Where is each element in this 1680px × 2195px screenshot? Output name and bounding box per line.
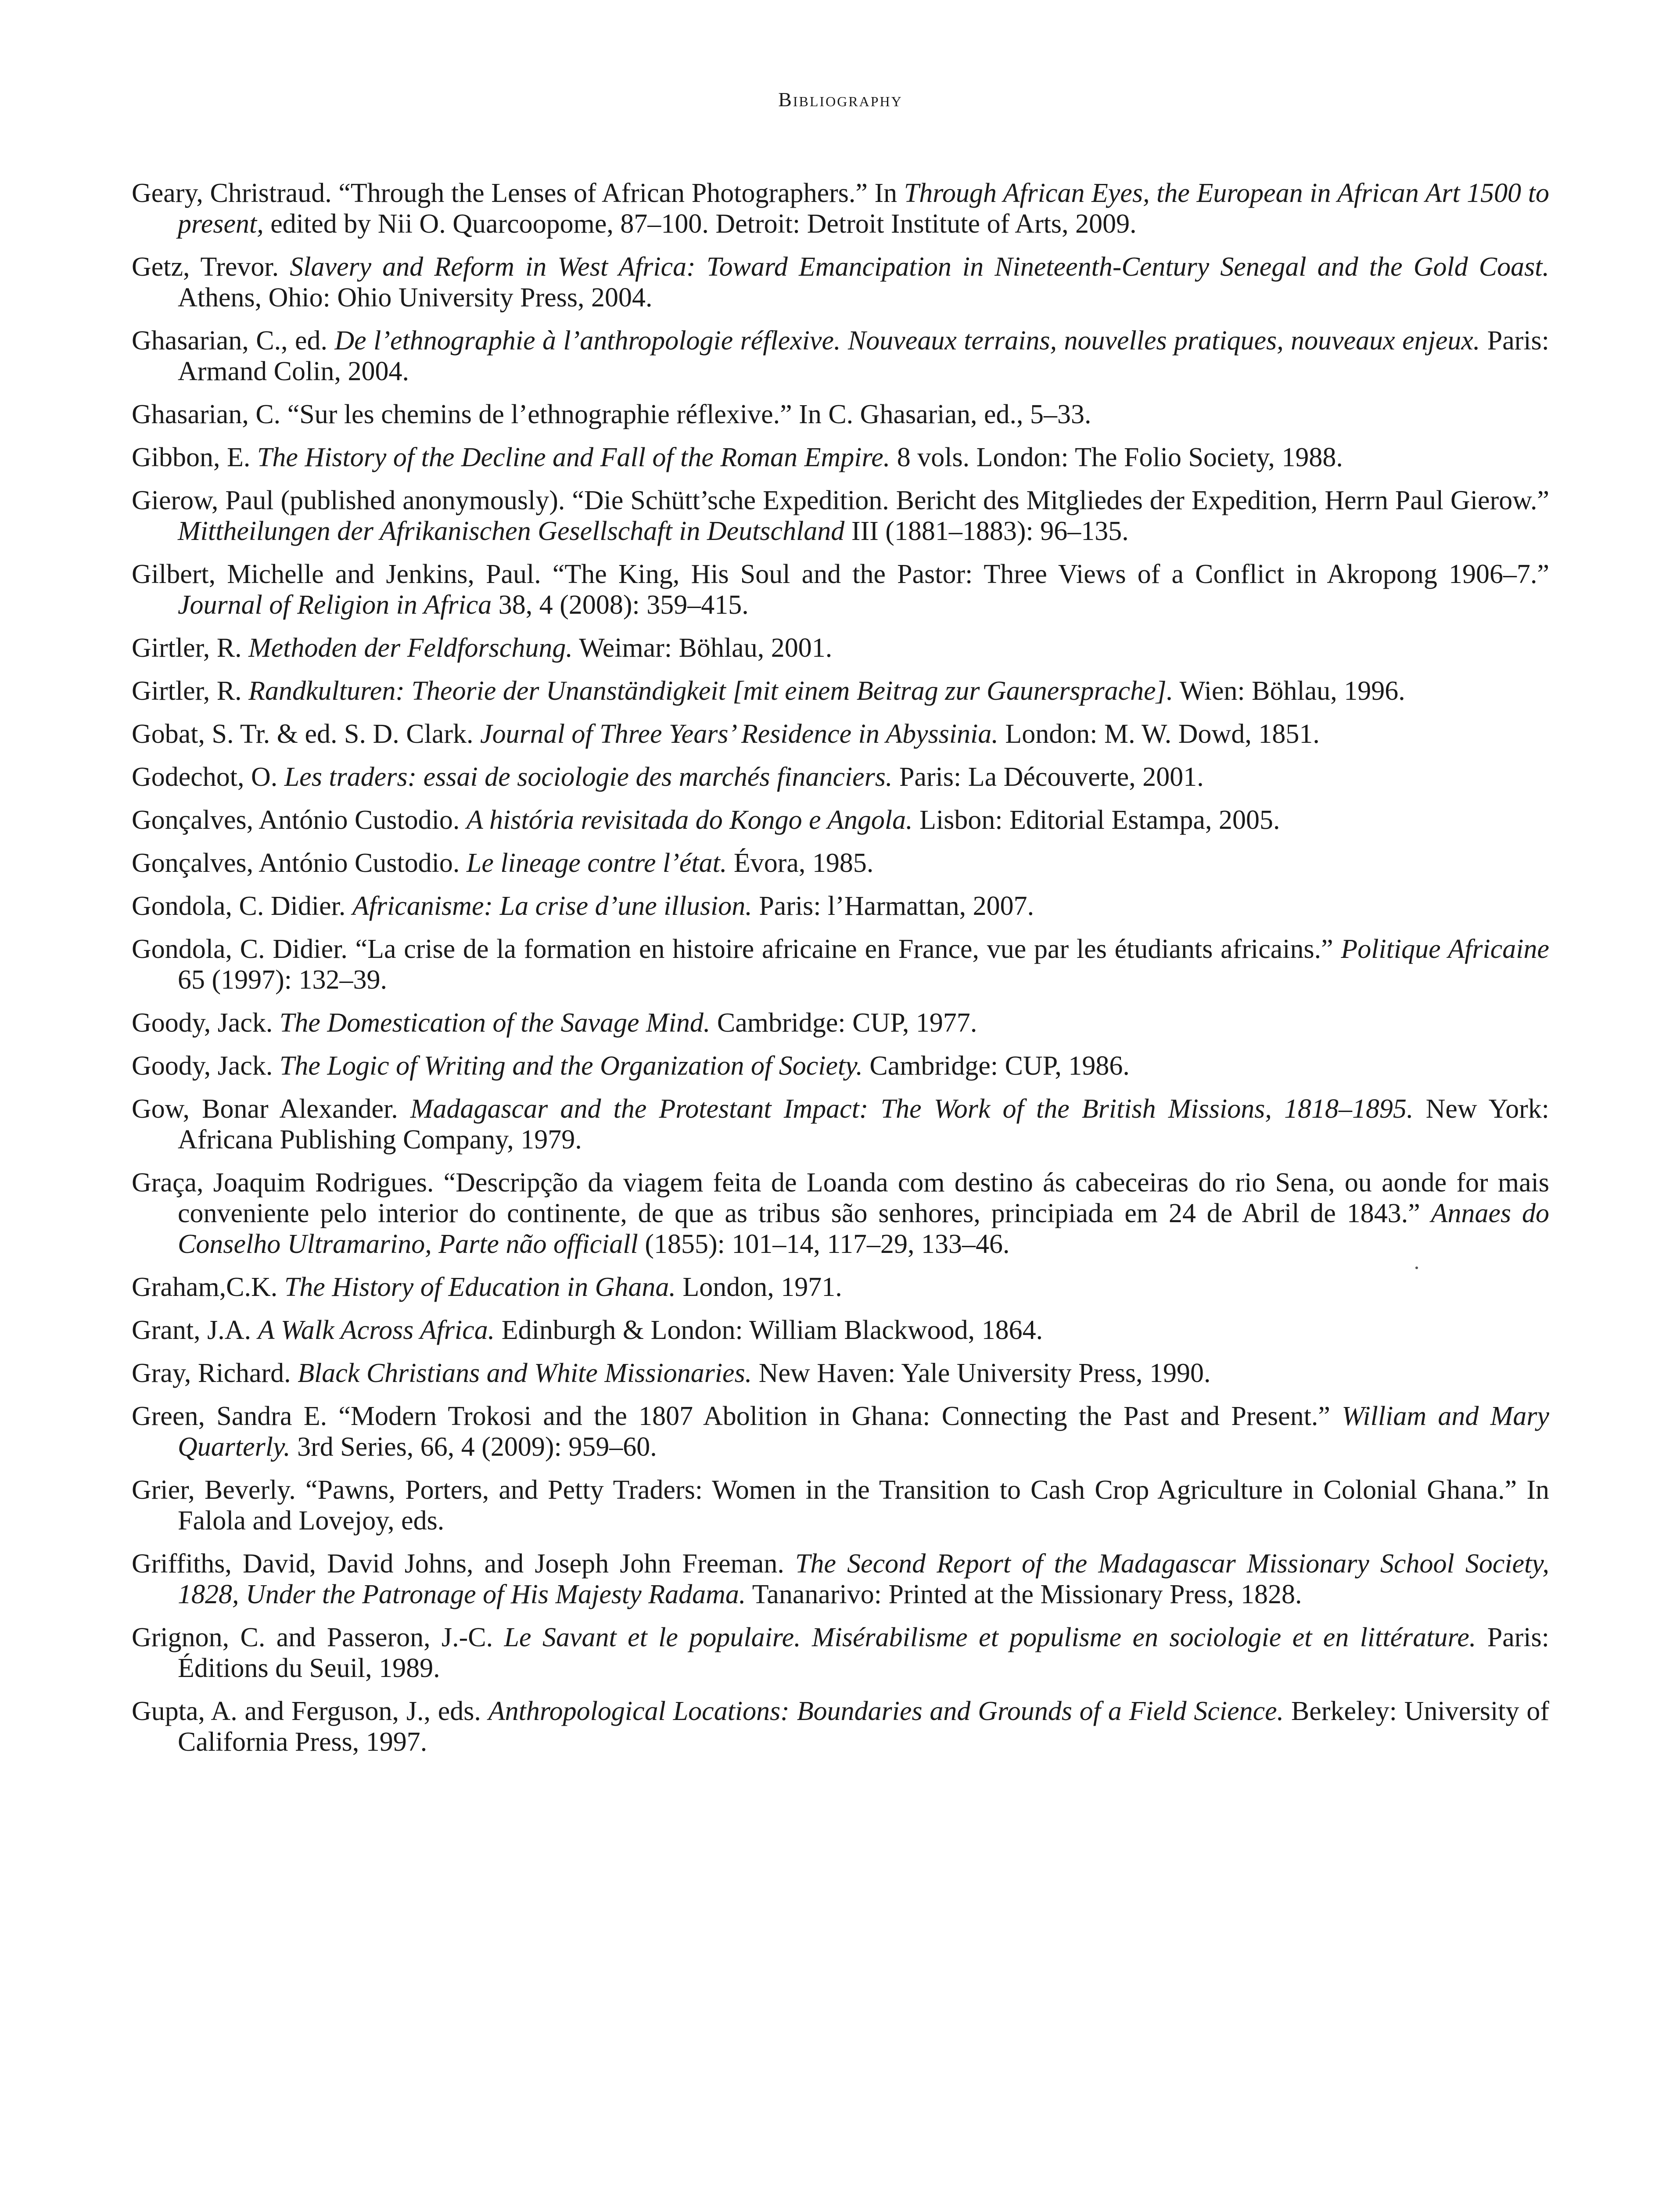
running-head: Bibliography (778, 88, 903, 111)
bibliography-entry (132, 485, 1549, 547)
bibliography-entry (132, 676, 1549, 706)
entry-author: Ghasarian, C., ed. (132, 326, 327, 356)
entry-author: Getz, Trevor. (132, 252, 279, 282)
entry-author: Gierow, Paul (published anonymously). (132, 486, 565, 515)
entry-text (273, 1008, 280, 1038)
entry-text (459, 805, 467, 835)
bibliography-entry (132, 1358, 1549, 1389)
entry-details: Wien: Böhlau, 1996. (1173, 676, 1405, 706)
bibliography-entry (132, 719, 1549, 749)
entry-title: De l’ethnographie à l’anthropologie réflexive. Nouveaux terrains, nouvelles pratiques, nouveaux enjeux. (334, 326, 1480, 356)
entry-details: 3rd Series, 66, 4 (2009): 959–60. (290, 1432, 657, 1462)
entry-author: Geary, Christraud. (132, 178, 332, 208)
entry-title: Le Savant et le populaire. Misérabilisme et populisme en sociologie et en littérature. (504, 1623, 1476, 1652)
entry-title: Through African Eyes, the European in African Art 1500 to present, (178, 178, 1549, 239)
entry-text (242, 676, 249, 706)
entry-details: edited by Nii O. Quarcoopome, 87–100. Detroit: Detroit Institute of Arts, 2009. (263, 209, 1137, 239)
entry-title: Anthropological Locations: Boundaries and Grounds of a Field Science. (488, 1696, 1284, 1726)
bibliography-entry (132, 1008, 1549, 1038)
entry-details: New Haven: Yale University Press, 1990. (752, 1358, 1211, 1388)
entry-author: Gray, Richard. (132, 1358, 291, 1388)
entry-text: “La crise de la formation en histoire africaine en France, vue par les étudiants africains.” (347, 934, 1341, 964)
entry-title: Madagascar and the Protestant Impact: The Work of the British Missions, 1818–1895. (410, 1094, 1414, 1124)
bibliography-list (132, 178, 1549, 1770)
bibliography-entry (132, 805, 1549, 835)
entry-text (273, 1051, 280, 1081)
entry-author: Gow, Bonar Alexander. (132, 1094, 398, 1124)
bibliography-entry (132, 559, 1549, 620)
entry-author: Girtler, R. (132, 676, 242, 706)
bibliography-entry (132, 1167, 1549, 1259)
entry-details: Edinburgh & London: William Blackwood, 1864. (495, 1315, 1043, 1345)
bibliography-entry (132, 891, 1549, 921)
entry-author: Grant, J.A. (132, 1315, 251, 1345)
entry-title: Annaes do Conselho Ultramarino, Parte não officiall (178, 1198, 1549, 1259)
entry-details: Paris: La Découverte, 2001. (892, 762, 1204, 792)
entry-text: “Die Schütt’sche Expedition. Bericht des Mitgliedes der Expedition, Herrn Paul Gierow.” (565, 486, 1549, 515)
entry-details: Paris: Armand Colin, 2004. (178, 326, 1550, 386)
entry-author: Gondola, C. Didier. (132, 891, 346, 921)
entry-text (327, 326, 334, 356)
bibliography-entry (132, 1622, 1549, 1684)
entry-title: Slavery and Reform in West Africa: Toward Emancipation in Nineteenth-Century Senegal and the Gold Coast. (290, 252, 1550, 282)
entry-details: London, 1971. (675, 1272, 842, 1302)
entry-author: Griffiths, David, David Johns, and Joseph John Freeman. (132, 1549, 784, 1579)
stray-mark (1415, 1267, 1418, 1269)
bibliography-entry (132, 399, 1549, 430)
entry-author: Gonçalves, António Custodio. (132, 848, 460, 878)
bibliography-entry (132, 1272, 1549, 1303)
entry-title: Journal of Three Years’ Residence in Abyssinia. (480, 719, 998, 749)
entry-title: Les traders: essai de sociologie des marchés financiers. (284, 762, 893, 792)
entry-text: “Pawns, Porters, and Petty Traders: Women in the Transition to Cash Crop Agriculture in Colonial Ghana.” In Falola and Lovejoy, eds. (178, 1475, 1549, 1536)
entry-details: Weimar: Böhlau, 2001. (572, 633, 833, 663)
entry-title: A história revisitada do Kongo e Angola. (466, 805, 913, 835)
bibliography-entry (132, 1401, 1549, 1462)
entry-text (459, 848, 467, 878)
entry-title: William and Mary Quarterly. (178, 1401, 1549, 1462)
entry-text (784, 1549, 795, 1579)
bibliography-entry (132, 633, 1549, 663)
entry-title: Methoden der Feldforschung. (248, 633, 573, 663)
entry-details: Cambridge: CUP, 1977. (710, 1008, 977, 1038)
entry-text: “The King, His Soul and the Pastor: Three Views of a Conflict in Akropong 1906–7.” (541, 559, 1549, 589)
entry-details: 65 (1997): 132–39. (178, 965, 388, 995)
bibliography-entry (132, 848, 1549, 878)
entry-text: “Descripção da viagem feita de Loanda com destino ás cabeceiras do rio Sena, ou aonde for mais conveniente pelo interior do continente, de que as tribus são senhores, principiada em 24 de Abril de 1843.” (178, 1168, 1549, 1228)
entry-details: III (1881–1883): 96–135. (844, 516, 1129, 546)
entry-title: The Second Report of the Madagascar Missionary School Society, 1828, Under the Patronage of His Majesty Radama. (178, 1549, 1549, 1609)
entry-title: A Walk Across Africa. (258, 1315, 495, 1345)
bibliography-entry (132, 1094, 1549, 1155)
entry-details: 38, 4 (2008): 359–415. (492, 590, 749, 620)
entry-author: Gobat, S. Tr. & ed. S. D. Clark. (132, 719, 474, 749)
entry-text (291, 1358, 298, 1388)
entry-author: Gupta, A. and Ferguson, J., eds. (132, 1696, 481, 1726)
bibliography-entry (132, 1315, 1549, 1346)
bibliography-entry (132, 934, 1549, 995)
entry-title: The History of Education in Ghana. (284, 1272, 676, 1302)
entry-title: The History of the Decline and Fall of the Roman Empire. (257, 443, 890, 472)
entry-text (251, 1315, 258, 1345)
entry-author: Goody, Jack. (132, 1051, 273, 1081)
bibliography-entry (132, 1696, 1549, 1757)
entry-title: Randkulturen: Theorie der Unanständigkeit [mit einem Beitrag zur Gaunersprache]. (248, 676, 1174, 706)
entry-title: Black Christians and White Missionaries. (298, 1358, 752, 1388)
entry-details: Tananarivo: Printed at the Missionary Press, 1828. (746, 1580, 1302, 1609)
entry-author: Gondola, C. Didier. (132, 934, 348, 964)
entry-text: “Through the Lenses of African Photographers.” In (331, 178, 904, 208)
entry-details: Athens, Ohio: Ohio University Press, 2004. (178, 283, 653, 313)
entry-details: Évora, 1985. (727, 848, 874, 878)
entry-title: Le lineage contre l’état. (466, 848, 727, 878)
entry-details: (1855): 101–14, 117–29, 133–46. (638, 1229, 1010, 1259)
entry-title: Journal of Religion in Africa (178, 590, 492, 620)
bibliography-entry (132, 178, 1549, 239)
bibliography-entry (132, 442, 1549, 473)
bibliography-entry (132, 1475, 1549, 1536)
entry-text (279, 252, 290, 282)
entry-author: Graça, Joaquim Rodrigues. (132, 1168, 434, 1198)
entry-author: Green, Sandra E. (132, 1401, 327, 1431)
entry-author: Gilbert, Michelle and Jenkins, Paul. (132, 559, 541, 589)
bibliography-entry (132, 325, 1549, 387)
entry-details: Cambridge: CUP, 1986. (862, 1051, 1130, 1081)
entry-author: Gonçalves, António Custodio. (132, 805, 460, 835)
entry-author: Ghasarian, C. (132, 399, 281, 429)
entry-text (277, 1272, 284, 1302)
entry-title: The Logic of Writing and the Organization of Society. (279, 1051, 863, 1081)
entry-details: 8 vols. London: The Folio Society, 1988. (890, 443, 1343, 472)
entry-details: New York: Africana Publishing Company, 1979. (178, 1094, 1550, 1155)
entry-details: Berkeley: University of California Press, 1997. (178, 1696, 1549, 1757)
entry-title: Mittheilungen der Afrikanischen Gesellschaft in Deutschland (178, 516, 845, 546)
bibliography-entry (132, 1051, 1549, 1081)
entry-title: Politique Africaine (1341, 934, 1549, 964)
entry-details: Lisbon: Editorial Estampa, 2005. (912, 805, 1280, 835)
entry-text (345, 891, 352, 921)
entry-author: Goody, Jack. (132, 1008, 273, 1038)
bibliography-page (132, 0, 1549, 2195)
entry-author: Graham,C.K. (132, 1272, 278, 1302)
entry-text (242, 633, 249, 663)
entry-author: Gibbon, E. (132, 443, 251, 472)
entry-details: Paris: l’Harmattan, 2007. (752, 891, 1034, 921)
entry-title: The Domestication of the Savage Mind. (279, 1008, 711, 1038)
entry-text (481, 1696, 488, 1726)
entry-text (398, 1094, 410, 1124)
entry-text (277, 762, 284, 792)
bibliography-entry (132, 1548, 1549, 1610)
entry-author: Godechot, O. (132, 762, 278, 792)
entry-author: Girtler, R. (132, 633, 242, 663)
entry-author: Grignon, C. and Passeron, J.-C. (132, 1623, 493, 1652)
entry-details: London: M. W. Dowd, 1851. (998, 719, 1320, 749)
entry-text (474, 719, 481, 749)
bibliography-entry (132, 762, 1549, 792)
bibliography-entry (132, 252, 1549, 313)
entry-text: “Sur les chemins de l’ethnographie réflexive.” In C. Ghasarian, ed., 5–33. (280, 399, 1091, 429)
entry-text: “Modern Trokosi and the 1807 Abolition in Ghana: Connecting the Past and Present.” (327, 1401, 1342, 1431)
entry-details: Paris: Éditions du Seuil, 1989. (178, 1623, 1550, 1683)
entry-text (493, 1623, 504, 1652)
entry-text (250, 443, 257, 472)
entry-title: Africanisme: La crise d’une illusion. (352, 891, 752, 921)
entry-author: Grier, Beverly. (132, 1475, 296, 1505)
